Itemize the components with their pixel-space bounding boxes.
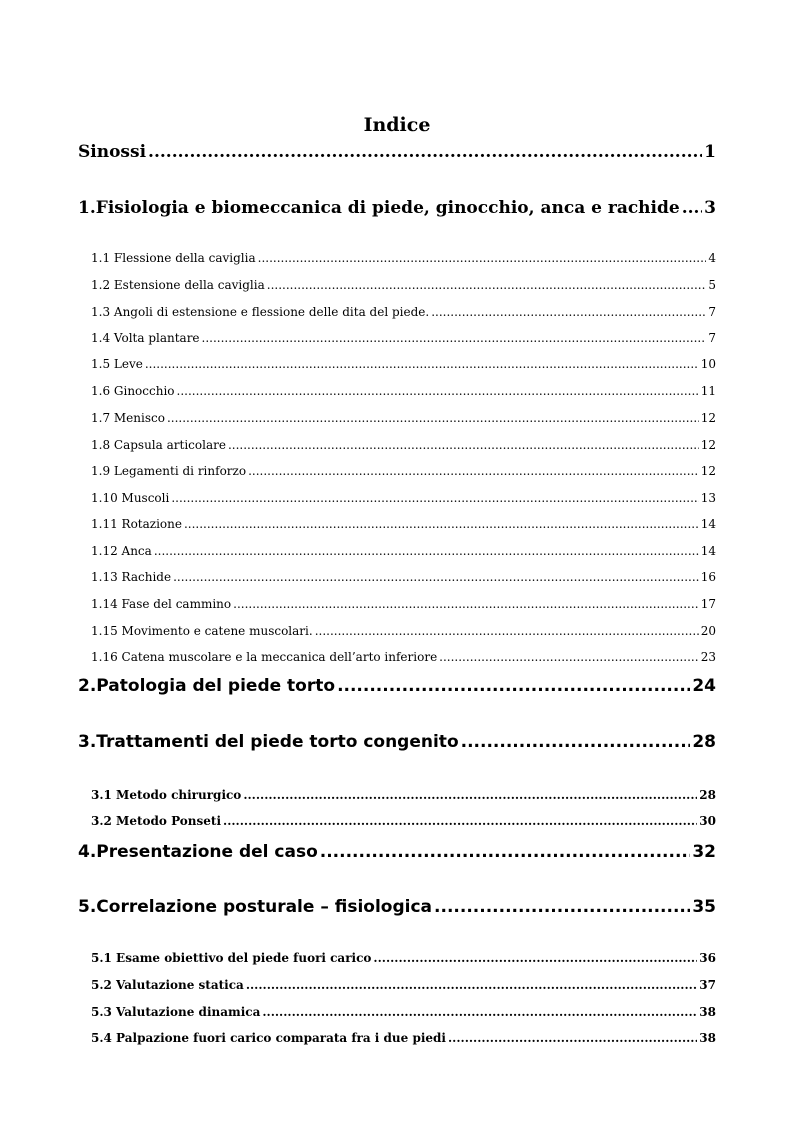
toc-leader-dots	[202, 330, 707, 346]
toc-entry-sinossi[interactable]	[78, 142, 716, 162]
toc-entry-label: 1.11 Rotazione	[91, 517, 182, 531]
toc-entry-label: Fisiologia e biomeccanica di piede, ginocchio, anca e rachide	[95, 198, 680, 218]
toc-entry-5-3[interactable]	[91, 1004, 716, 1020]
toc-entry-5-1[interactable]	[91, 950, 716, 966]
toc-entry-label: 1.8 Capsula articolare	[91, 438, 226, 452]
toc-entry-1-15[interactable]	[91, 623, 716, 639]
toc-entry-number: 4.	[78, 842, 97, 862]
toc-entry-1-13[interactable]	[91, 569, 716, 585]
toc-entry-chapter-3[interactable]	[78, 731, 716, 753]
toc-leader-dots	[173, 569, 699, 585]
toc-entry-chapter-5[interactable]	[78, 896, 716, 918]
toc-leader-dots	[262, 1004, 697, 1020]
toc-entry-page: 38	[699, 1031, 716, 1045]
toc-entry-label: 1.9 Legamenti di rinforzo	[91, 464, 247, 478]
toc-leader-dots	[434, 896, 690, 918]
page-title: Indice	[363, 114, 431, 136]
toc-leader-dots	[248, 463, 699, 479]
toc-entry-label: 5.3 Valutazione dinamica	[91, 1005, 261, 1019]
toc-entry-label: 1.2 Estensione della caviglia	[91, 278, 265, 292]
toc-leader-dots	[448, 1030, 697, 1046]
toc-entry-1-16[interactable]	[91, 649, 716, 665]
toc-leader-dots	[439, 649, 699, 665]
toc-entry-page: 28	[699, 788, 716, 802]
toc-entry-number: 5.	[78, 897, 97, 917]
toc-entry-3-1[interactable]	[91, 787, 716, 803]
toc-leader-dots	[148, 142, 702, 162]
toc-entry-label: 1.7 Menisco	[91, 411, 165, 425]
toc-entry-5-4[interactable]	[91, 1030, 716, 1046]
toc-entry-1-8[interactable]	[91, 437, 716, 453]
toc-entry-page: 38	[699, 1005, 716, 1019]
toc-entry-1-12[interactable]	[91, 543, 716, 559]
toc-leader-dots	[320, 841, 691, 863]
toc-entry-chapter-2[interactable]	[78, 675, 716, 697]
toc-entry-3-2[interactable]	[91, 813, 716, 829]
toc-entry-label: 1.14 Fase del cammino	[91, 597, 232, 611]
toc-entry-page: 24	[692, 676, 716, 696]
toc-entry-page: 23	[700, 650, 716, 664]
toc-entry-label: 1.10 Muscoli	[91, 491, 170, 505]
toc-leader-dots	[228, 437, 699, 453]
toc-entry-page: 12	[700, 411, 716, 425]
toc-entry-page: 14	[700, 517, 716, 531]
toc-entry-5-2[interactable]	[91, 977, 716, 993]
toc-entry-page: 32	[692, 842, 716, 862]
toc-entry-page: 37	[699, 978, 716, 992]
toc-entry-label: 1.13 Rachide	[91, 570, 172, 584]
toc-entry-1-4[interactable]	[91, 330, 716, 346]
toc-leader-dots	[223, 813, 697, 829]
toc-entry-1-10[interactable]	[91, 490, 716, 506]
toc-entry-label: 1.15 Movimento e catene muscolari.	[91, 624, 313, 638]
toc-leader-dots	[171, 490, 698, 506]
toc-entry-page: 7	[708, 305, 716, 319]
toc-leader-dots	[315, 623, 699, 639]
toc-leader-dots	[461, 731, 691, 753]
toc-leader-dots	[243, 787, 697, 803]
toc-entry-page: 7	[708, 331, 716, 345]
toc-entry-page: 16	[700, 570, 716, 584]
toc-entry-page: 3	[704, 198, 716, 218]
toc-entry-label: Trattamenti del piede torto congenito	[96, 732, 459, 752]
toc-entry-label: Presentazione del caso	[96, 842, 318, 862]
toc-entry-page: 17	[700, 597, 716, 611]
toc-entry-label: 1.6 Ginocchio	[91, 384, 175, 398]
toc-entry-chapter-1[interactable]	[78, 197, 716, 219]
toc-entry-chapter-4[interactable]	[78, 841, 716, 863]
toc-entry-1-2[interactable]	[91, 277, 716, 293]
toc-entry-page: 5	[708, 278, 716, 292]
toc-entry-label: 3.1 Metodo chirurgico	[91, 788, 242, 802]
toc-entry-page: 35	[692, 897, 716, 917]
toc-leader-dots	[246, 977, 697, 993]
toc-leader-dots	[184, 516, 699, 532]
toc-entry-page: 11	[700, 384, 716, 398]
toc-entry-1-5[interactable]	[91, 356, 716, 372]
toc-leader-dots	[682, 197, 702, 219]
toc-entry-label: Correlazione posturale – fisiologica	[96, 897, 433, 917]
toc-leader-dots	[177, 383, 699, 399]
toc-leader-dots	[154, 543, 699, 559]
toc-entry-number: 1.	[78, 198, 96, 218]
toc-entry-page: 14	[700, 544, 716, 558]
toc-entry-label: 1.12 Anca	[91, 544, 152, 558]
toc-leader-dots	[267, 277, 707, 293]
toc-entry-label: 1.5 Leve	[91, 357, 143, 371]
toc-leader-dots	[431, 304, 706, 320]
toc-entry-number: 2.	[78, 676, 97, 696]
toc-entry-page: 12	[700, 464, 716, 478]
toc-entry-1-7[interactable]	[91, 410, 716, 426]
toc-leader-dots	[258, 250, 707, 266]
toc-leader-dots	[233, 596, 699, 612]
toc-entry-page: 1	[704, 142, 716, 162]
toc-entry-page: 13	[700, 491, 716, 505]
toc-entry-label: 1.3 Angoli di estensione e flessione delle dita del piede.	[91, 305, 430, 319]
toc-entry-label: 3.2 Metodo Ponseti	[91, 814, 222, 828]
toc-entry-page: 36	[699, 951, 716, 965]
toc-entry-label: Sinossi	[78, 142, 147, 162]
toc-entry-label: Patologia del piede torto	[96, 676, 336, 696]
toc-entry-page: 10	[700, 357, 716, 371]
toc-leader-dots	[337, 675, 690, 697]
toc-entry-label: 5.1 Esame obiettivo del piede fuori carico	[91, 951, 372, 965]
toc-entry-1-3[interactable]	[91, 304, 716, 320]
toc-entry-1-11[interactable]	[91, 516, 716, 532]
toc-entry-page: 4	[708, 251, 716, 265]
toc-entry-page: 20	[700, 624, 716, 638]
toc-entry-label: 5.2 Valutazione statica	[91, 978, 244, 992]
toc-entry-page: 12	[700, 438, 716, 452]
toc-leader-dots	[373, 950, 697, 966]
toc-entry-label: 1.16 Catena muscolare e la meccanica dell’arto inferiore	[91, 650, 438, 664]
toc-entry-label: 1.4 Volta plantare	[91, 331, 200, 345]
toc-entry-label: 5.4 Palpazione fuori carico comparata fra i due piedi	[91, 1031, 446, 1045]
toc-entry-page: 28	[692, 732, 716, 752]
toc-entry-number: 3.	[78, 732, 97, 752]
toc-entry-1-6[interactable]	[91, 383, 716, 399]
toc-entry-1-14[interactable]	[91, 596, 716, 612]
toc-entry-page: 30	[699, 814, 716, 828]
toc-entry-1-1[interactable]	[91, 250, 716, 266]
toc-leader-dots	[145, 356, 699, 372]
toc-entry-label: 1.1 Flessione della caviglia	[91, 251, 256, 265]
toc-leader-dots	[167, 410, 699, 426]
toc-entry-1-9[interactable]	[91, 463, 716, 479]
